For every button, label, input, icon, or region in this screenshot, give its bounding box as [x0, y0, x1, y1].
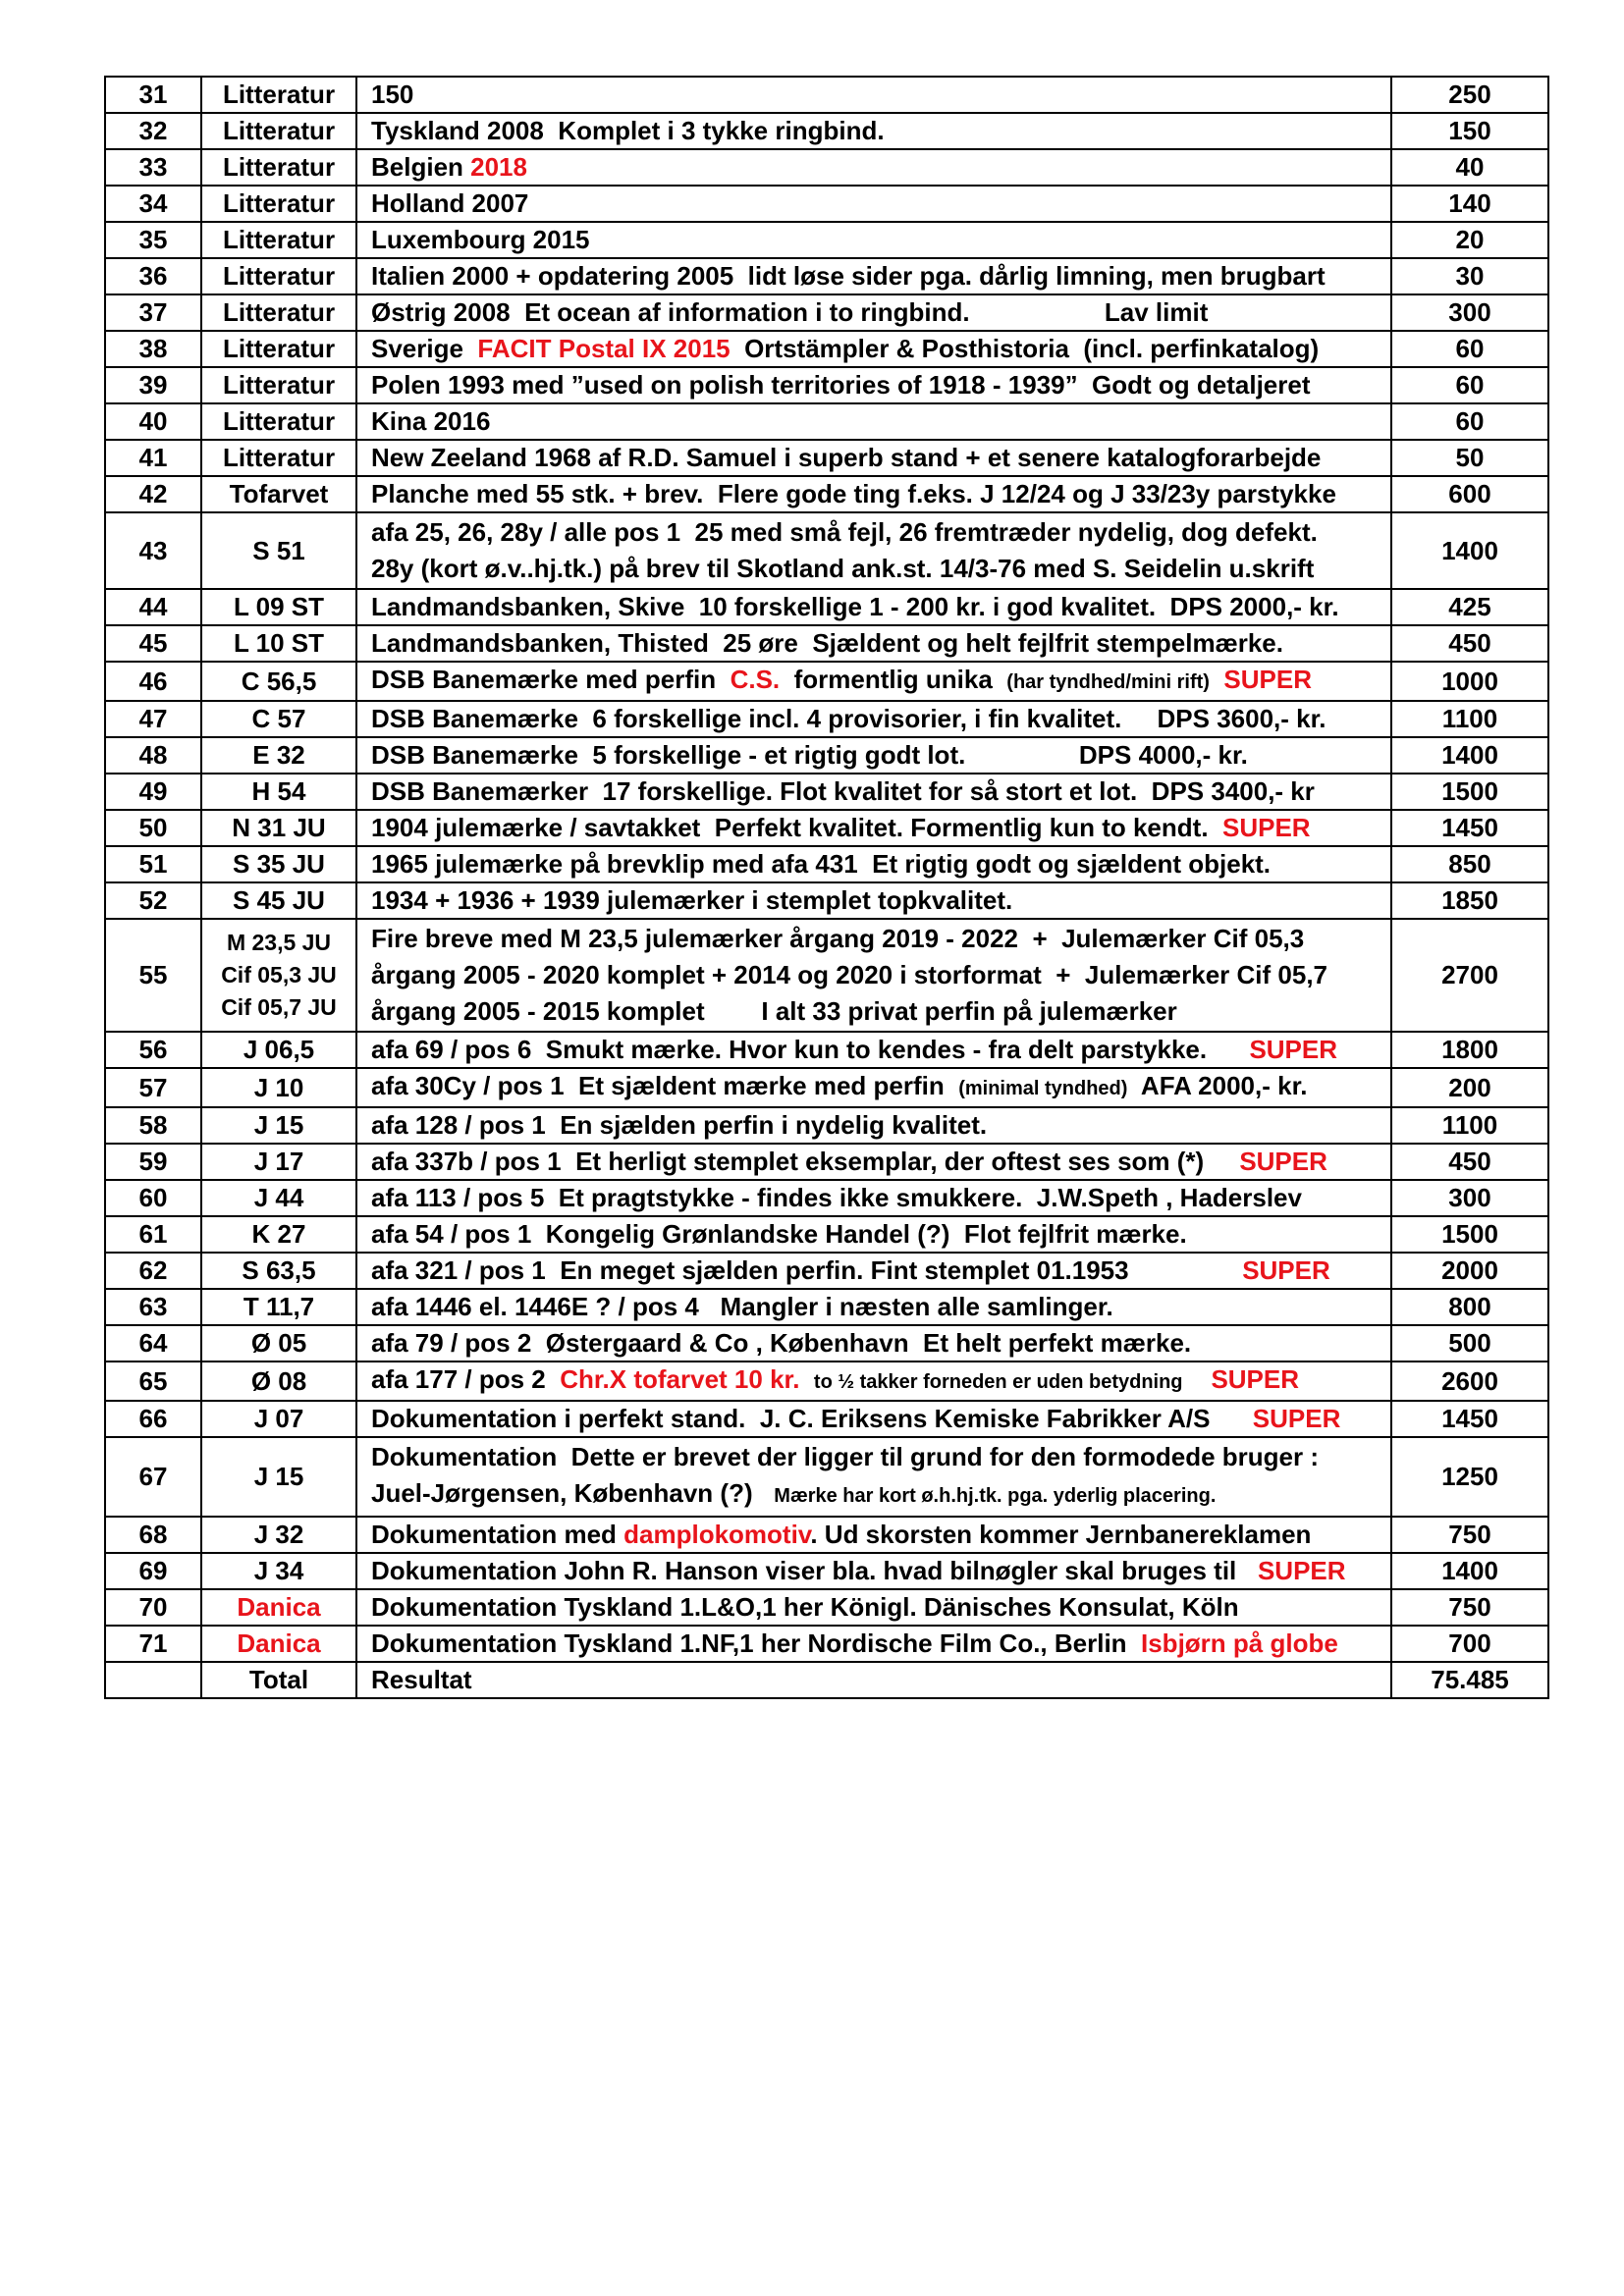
lot-description	[356, 701, 1391, 737]
lot-number: 65	[105, 1362, 201, 1401]
lot-number: 40	[105, 403, 201, 440]
lot-category: J 15	[201, 1437, 356, 1517]
lot-number: 59	[105, 1144, 201, 1180]
lot-description	[356, 440, 1391, 476]
lot-category: J 06,5	[201, 1032, 356, 1068]
lot-description	[356, 149, 1391, 186]
lot-number: 64	[105, 1325, 201, 1362]
lot-description	[356, 774, 1391, 810]
lot-category: Litteratur	[201, 367, 356, 403]
table-row	[105, 1068, 1548, 1107]
highlight-text: SUPER	[1242, 1255, 1330, 1285]
lot-description	[356, 1253, 1391, 1289]
lot-category	[201, 919, 356, 1032]
description-text: Polen 1993 med ”used on polish territories of 1918 - 1939” Godt og detaljeret	[371, 370, 1311, 400]
lot-value: 2600	[1391, 1362, 1548, 1401]
lot-description	[356, 882, 1391, 919]
description-text: Dokumentation i perfekt stand. J. C. Eriksens Kemiske Fabrikker A/S	[371, 1404, 1253, 1433]
lot-number: 56	[105, 1032, 201, 1068]
description-text: Dokumentation Tyskland 1.L&O,1 her Königl. Dänisches Konsulat, Köln	[371, 1592, 1239, 1622]
lot-category: Litteratur	[201, 186, 356, 222]
lot-category: Litteratur	[201, 222, 356, 258]
lot-value: 1100	[1391, 1107, 1548, 1144]
note-text: Mærke har kort ø.h.hj.tk. pga. yderlig placering.	[774, 1485, 1217, 1507]
lot-number: 61	[105, 1216, 201, 1253]
lot-description	[356, 331, 1391, 367]
lot-value: 300	[1391, 1180, 1548, 1216]
lot-value: 1250	[1391, 1437, 1548, 1517]
description-text: 1904 julemærke / savtakket Perfekt kvalitet. Formentlig kun to kendt.	[371, 813, 1222, 842]
highlight-text: SUPER	[1223, 665, 1312, 694]
lot-category: C 56,5	[201, 662, 356, 701]
lot-number: 38	[105, 331, 201, 367]
description-text: afa 54 / pos 1 Kongelig Grønlandske Handel (?) Flot fejlfrit mærke.	[371, 1219, 1187, 1249]
lot-number: 49	[105, 774, 201, 810]
description-text: 1965 julemærke på brevklip med afa 431 Et rigtig godt og sjældent objekt.	[371, 849, 1272, 879]
table-row	[105, 737, 1548, 774]
lot-number: 66	[105, 1401, 201, 1437]
highlight-text: Chr.X tofarvet 10 kr.	[560, 1364, 800, 1394]
lot-description	[356, 810, 1391, 846]
description-text: afa 69 / pos 6 Smukt mærke. Hvor kun to kendes - fra delt parstykke.	[371, 1035, 1250, 1064]
description-text: Dokumentation John R. Hanson viser bla. hvad bilnøgler skal bruges til	[371, 1556, 1258, 1585]
lot-number: 33	[105, 149, 201, 186]
lot-category: Litteratur	[201, 331, 356, 367]
lot-description	[356, 1517, 1391, 1553]
lot-category: Litteratur	[201, 403, 356, 440]
lot-number: 37	[105, 294, 201, 331]
total-nr-cell	[105, 1662, 201, 1698]
table-row	[105, 882, 1548, 919]
lot-description	[356, 222, 1391, 258]
lot-number: 69	[105, 1553, 201, 1589]
table-row	[105, 331, 1548, 367]
lot-number: 45	[105, 625, 201, 662]
description-text: Planche med 55 stk. + brev. Flere gode ting f.eks. J 12/24 og J 33/23y parstykke	[371, 479, 1336, 508]
lot-value: 2700	[1391, 919, 1548, 1032]
lot-value: 1500	[1391, 774, 1548, 810]
lot-description	[356, 77, 1391, 113]
lot-category: S 63,5	[201, 1253, 356, 1289]
lot-category: Ø 05	[201, 1325, 356, 1362]
lot-description	[356, 1401, 1391, 1437]
lot-value: 1500	[1391, 1216, 1548, 1253]
table-row	[105, 1144, 1548, 1180]
table-row	[105, 701, 1548, 737]
lot-value: 750	[1391, 1517, 1548, 1553]
description-text: Østrig 2008 Et ocean af information i to ringbind. Lav limit	[371, 297, 1209, 327]
description-text	[1183, 1364, 1212, 1394]
table-body	[105, 77, 1548, 1662]
description-text: afa 177 / pos 2	[371, 1364, 561, 1394]
table-row	[105, 440, 1548, 476]
table-row	[105, 222, 1548, 258]
lot-value: 60	[1391, 331, 1548, 367]
highlight-text: SUPER	[1211, 1364, 1300, 1394]
lot-value: 60	[1391, 367, 1548, 403]
lot-category: S 35 JU	[201, 846, 356, 882]
lot-number: 52	[105, 882, 201, 919]
lot-description	[356, 186, 1391, 222]
lot-category: Litteratur	[201, 113, 356, 149]
lot-category: Ø 08	[201, 1362, 356, 1401]
lot-value: 250	[1391, 77, 1548, 113]
lot-number: 57	[105, 1068, 201, 1107]
lot-category: Litteratur	[201, 294, 356, 331]
lot-description	[356, 1180, 1391, 1216]
total-row	[105, 1662, 1548, 1698]
lot-description	[356, 512, 1391, 589]
lot-value: 50	[1391, 440, 1548, 476]
lot-value: 600	[1391, 476, 1548, 512]
description-text: Landmandsbanken, Thisted 25 øre Sjældent og helt fejlfrit stempelmærke.	[371, 628, 1283, 658]
table-row	[105, 77, 1548, 113]
description-text: Dokumentation med	[371, 1520, 624, 1549]
description-text: afa 30Cy / pos 1 Et sjældent mærke med perfin	[371, 1071, 959, 1100]
note-text: to ½ takker forneden er uden betydning	[813, 1371, 1183, 1393]
lot-value: 1400	[1391, 1553, 1548, 1589]
lot-number: 42	[105, 476, 201, 512]
description-text: årgang 2005 - 2020 komplet + 2014 og 2020 i storformat + Julemærker Cif 05,7	[371, 960, 1328, 989]
lot-description	[356, 367, 1391, 403]
table-row	[105, 1253, 1548, 1289]
lot-category: E 32	[201, 737, 356, 774]
description-text: DSB Banemærke 6 forskellige incl. 4 provisorier, i fin kvalitet. DPS 3600,- kr.	[371, 704, 1326, 733]
description-text: afa 1446 el. 1446E ? / pos 4 Mangler i næsten alle samlinger.	[371, 1292, 1113, 1321]
description-text: afa 113 / pos 5 Et pragtstykke - findes ikke smukkere. J.W.Speth , Haderslev	[371, 1183, 1302, 1212]
description-text: DSB Banemærke med perfin	[371, 665, 731, 694]
lot-value: 20	[1391, 222, 1548, 258]
lot-category: K 27	[201, 1216, 356, 1253]
highlight-text: SUPER	[1222, 813, 1311, 842]
table-row	[105, 149, 1548, 186]
lot-category: J 17	[201, 1144, 356, 1180]
table-row	[105, 1517, 1548, 1553]
highlight-text: 2018	[470, 152, 527, 182]
total-description: Resultat	[356, 1662, 1391, 1698]
lot-number: 70	[105, 1589, 201, 1626]
lot-description	[356, 662, 1391, 701]
highlight-text: FACIT Postal IX 2015	[477, 334, 731, 363]
table-row	[105, 1589, 1548, 1626]
lot-number: 43	[105, 512, 201, 589]
lot-category: J 07	[201, 1401, 356, 1437]
category-line: M 23,5 JU	[226, 930, 332, 955]
table-row	[105, 810, 1548, 846]
total-label: Total	[201, 1662, 356, 1698]
lot-category: S 51	[201, 512, 356, 589]
lot-category: N 31 JU	[201, 810, 356, 846]
lot-number: 55	[105, 919, 201, 1032]
description-text: afa 25, 26, 28y / alle pos 1 25 med små fejl, 26 fremtræder nydelig, dog defekt.	[371, 517, 1318, 547]
table-row	[105, 1362, 1548, 1401]
lot-value: 60	[1391, 403, 1548, 440]
lot-category: Danica	[201, 1626, 356, 1662]
lot-description	[356, 1437, 1391, 1517]
description-text: Ortstämpler & Posthistoria (incl. perfinkatalog)	[730, 334, 1320, 363]
table-row	[105, 1216, 1548, 1253]
lot-value: 425	[1391, 589, 1548, 625]
lot-description	[356, 1289, 1391, 1325]
description-text	[1210, 665, 1223, 694]
table-row	[105, 589, 1548, 625]
lot-number: 44	[105, 589, 201, 625]
table-row	[105, 113, 1548, 149]
lot-value: 200	[1391, 1068, 1548, 1107]
lot-number: 51	[105, 846, 201, 882]
highlight-text: SUPER	[1252, 1404, 1341, 1433]
table-row	[105, 1553, 1548, 1589]
table-row	[105, 1437, 1548, 1517]
lot-number: 62	[105, 1253, 201, 1289]
description-text: DSB Banemærke 5 forskellige - et rigtig godt lot. DPS 4000,- kr.	[371, 740, 1248, 770]
description-text: Holland 2007	[371, 188, 529, 218]
note-text: (minimal tyndhed)	[958, 1078, 1128, 1099]
description-text: AFA 2000,- kr.	[1127, 1071, 1308, 1100]
table-row	[105, 662, 1548, 701]
highlight-text: damplokomotiv	[623, 1520, 811, 1549]
table-row	[105, 846, 1548, 882]
table-row	[105, 403, 1548, 440]
highlight-text: Isbjørn på globe	[1141, 1629, 1338, 1658]
auction-results-table	[104, 76, 1549, 1699]
description-text: afa 79 / pos 2 Østergaard & Co , København Et helt perfekt mærke.	[371, 1328, 1192, 1358]
lot-description	[356, 846, 1391, 882]
description-text: formentlig unika	[780, 665, 1007, 694]
description-text: Sverige	[371, 334, 478, 363]
lot-category: Litteratur	[201, 149, 356, 186]
lot-value: 1100	[1391, 701, 1548, 737]
description-text: Landmandsbanken, Skive 10 forskellige 1 - 200 kr. i god kvalitet. DPS 2000,- kr.	[371, 592, 1339, 621]
highlight-text: C.S.	[730, 665, 781, 694]
description-text	[799, 1364, 813, 1394]
lot-number: 41	[105, 440, 201, 476]
lot-value: 700	[1391, 1626, 1548, 1662]
lot-number: 58	[105, 1107, 201, 1144]
description-text: 28y (kort ø.v..hj.tk.) på brev til Skotland ank.st. 14/3-76 med S. Seidelin u.skrift	[371, 554, 1315, 583]
table-row	[105, 1180, 1548, 1216]
lot-number: 63	[105, 1289, 201, 1325]
table-row	[105, 919, 1548, 1032]
lot-value: 1000	[1391, 662, 1548, 701]
lot-value: 850	[1391, 846, 1548, 882]
description-text: Fire breve med M 23,5 julemærker årgang 2019 - 2022 + Julemærker Cif 05,3	[371, 924, 1305, 953]
lot-value: 1450	[1391, 1401, 1548, 1437]
table-row	[105, 512, 1548, 589]
lot-value: 800	[1391, 1289, 1548, 1325]
lot-value: 1400	[1391, 512, 1548, 589]
description-text: . Ud skorsten kommer Jernbanereklamen	[810, 1520, 1312, 1549]
lot-value: 2000	[1391, 1253, 1548, 1289]
lot-number: 68	[105, 1517, 201, 1553]
table-row	[105, 1107, 1548, 1144]
table-row	[105, 367, 1548, 403]
lot-category: Litteratur	[201, 258, 356, 294]
lot-category: L 09 ST	[201, 589, 356, 625]
lot-value: 150	[1391, 113, 1548, 149]
lot-value: 140	[1391, 186, 1548, 222]
lot-description	[356, 1032, 1391, 1068]
lot-value: 1400	[1391, 737, 1548, 774]
lot-category: S 45 JU	[201, 882, 356, 919]
lot-description	[356, 258, 1391, 294]
table-row	[105, 1289, 1548, 1325]
lot-category: H 54	[201, 774, 356, 810]
note-text: (har tyndhed/mini rift)	[1006, 671, 1210, 693]
lot-value: 30	[1391, 258, 1548, 294]
lot-category: Litteratur	[201, 77, 356, 113]
description-text: Dokumentation Tyskland 1.NF,1 her Nordische Film Co., Berlin	[371, 1629, 1141, 1658]
lot-category: T 11,7	[201, 1289, 356, 1325]
lot-category: J 34	[201, 1553, 356, 1589]
lot-description	[356, 113, 1391, 149]
description-text: 150	[371, 80, 414, 109]
lot-description	[356, 294, 1391, 331]
lot-value: 40	[1391, 149, 1548, 186]
lot-number: 35	[105, 222, 201, 258]
table-row	[105, 258, 1548, 294]
lot-category: J 32	[201, 1517, 356, 1553]
lot-description	[356, 589, 1391, 625]
lot-value: 500	[1391, 1325, 1548, 1362]
description-text: årgang 2005 - 2015 komplet I alt 33 privat perfin på julemærker	[371, 996, 1177, 1026]
table-row	[105, 1626, 1548, 1662]
table-row	[105, 1032, 1548, 1068]
lot-number: 31	[105, 77, 201, 113]
lot-number: 48	[105, 737, 201, 774]
lot-number: 36	[105, 258, 201, 294]
lot-description	[356, 1626, 1391, 1662]
lot-number: 32	[105, 113, 201, 149]
lot-number: 67	[105, 1437, 201, 1517]
table-row	[105, 294, 1548, 331]
description-text: DSB Banemærker 17 forskellige. Flot kvalitet for så stort et lot. DPS 3400,- kr	[371, 776, 1315, 806]
lot-value: 300	[1391, 294, 1548, 331]
lot-value: 450	[1391, 1144, 1548, 1180]
description-text: Italien 2000 + opdatering 2005 lidt løse sider pga. dårlig limning, men brugbart	[371, 261, 1326, 291]
lot-number: 34	[105, 186, 201, 222]
lot-description	[356, 625, 1391, 662]
category-line: Cif 05,3 JU	[221, 962, 337, 988]
lot-value: 1800	[1391, 1032, 1548, 1068]
lot-number: 60	[105, 1180, 201, 1216]
description-text: afa 321 / pos 1 En meget sjælden perfin. Fint stemplet 01.1953	[371, 1255, 1243, 1285]
table-row	[105, 625, 1548, 662]
lot-number: 47	[105, 701, 201, 737]
highlight-text: SUPER	[1249, 1035, 1338, 1064]
lot-description	[356, 1362, 1391, 1401]
lot-number: 50	[105, 810, 201, 846]
table-row	[105, 774, 1548, 810]
lot-description	[356, 1216, 1391, 1253]
total-value: 75.485	[1391, 1662, 1548, 1698]
lot-number: 39	[105, 367, 201, 403]
lot-description	[356, 403, 1391, 440]
table-row	[105, 1401, 1548, 1437]
lot-value: 1850	[1391, 882, 1548, 919]
description-text: Juel-Jørgensen, København (?)	[371, 1478, 775, 1508]
lot-value: 750	[1391, 1589, 1548, 1626]
table-row	[105, 1325, 1548, 1362]
description-text: Tyskland 2008 Komplet i 3 tykke ringbind.	[371, 116, 885, 145]
category-line: Cif 05,7 JU	[221, 994, 337, 1020]
description-text: Belgien	[371, 152, 471, 182]
description-text: Kina 2016	[371, 406, 491, 436]
lot-description	[356, 1107, 1391, 1144]
lot-category: C 57	[201, 701, 356, 737]
description-text: New Zeeland 1968 af R.D. Samuel i superb stand + et senere katalogforarbejde	[371, 443, 1322, 472]
lot-category: Tofarvet	[201, 476, 356, 512]
description-text: afa 337b / pos 1 Et herligt stemplet eksemplar, der oftest ses som (*)	[371, 1147, 1240, 1176]
lot-description	[356, 1325, 1391, 1362]
lot-description	[356, 919, 1391, 1032]
lot-category: J 10	[201, 1068, 356, 1107]
lot-category: J 15	[201, 1107, 356, 1144]
lot-value: 1450	[1391, 810, 1548, 846]
lot-category: J 44	[201, 1180, 356, 1216]
lot-description	[356, 1144, 1391, 1180]
description-text: afa 128 / pos 1 En sjælden perfin i nydelig kvalitet.	[371, 1110, 988, 1140]
lot-description	[356, 1068, 1391, 1107]
lot-category: Litteratur	[201, 440, 356, 476]
lot-description	[356, 737, 1391, 774]
lot-description	[356, 1553, 1391, 1589]
lot-category: Danica	[201, 1589, 356, 1626]
lot-number: 71	[105, 1626, 201, 1662]
highlight-text: SUPER	[1239, 1147, 1327, 1176]
description-text: Dokumentation Dette er brevet der ligger til grund for den formodede bruger :	[371, 1442, 1319, 1471]
table-row	[105, 186, 1548, 222]
description-text: Luxembourg 2015	[371, 225, 590, 254]
lot-value: 450	[1391, 625, 1548, 662]
lot-number: 46	[105, 662, 201, 701]
lot-category: L 10 ST	[201, 625, 356, 662]
highlight-text: SUPER	[1257, 1556, 1346, 1585]
table-row	[105, 476, 1548, 512]
description-text: 1934 + 1936 + 1939 julemærker i stemplet topkvalitet.	[371, 885, 1013, 915]
lot-description	[356, 476, 1391, 512]
lot-description	[356, 1589, 1391, 1626]
